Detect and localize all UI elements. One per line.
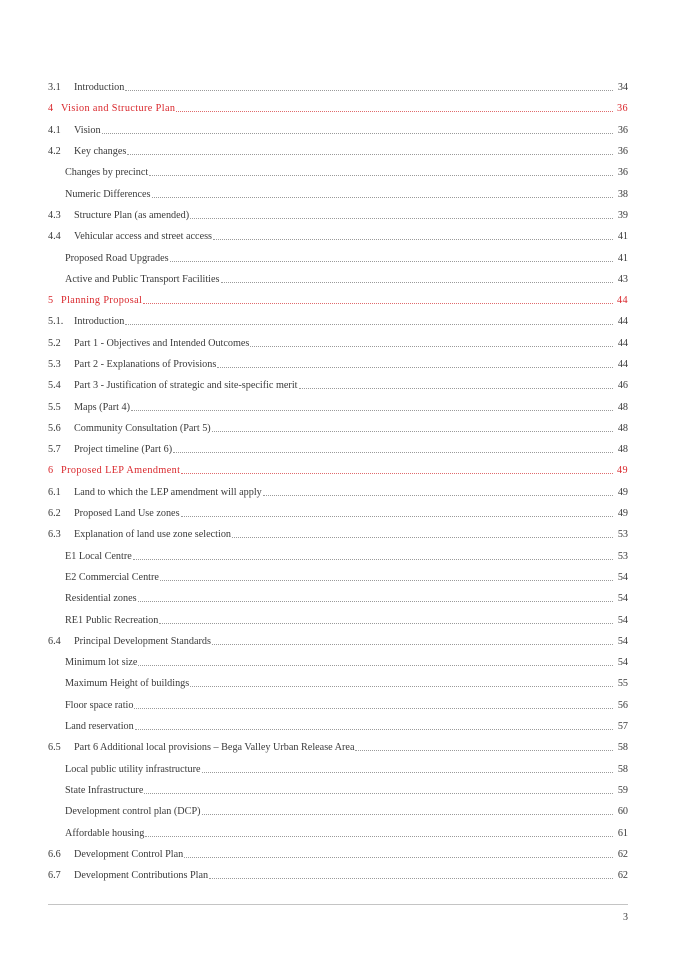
toc-entry[interactable] xyxy=(48,780,628,801)
toc-entry-number: 6.7 xyxy=(48,870,61,882)
toc-entry-page: 36 xyxy=(617,146,628,158)
toc-entry-title: RE1 Public Recreation xyxy=(65,614,159,626)
toc-entry-number: 3.1 xyxy=(48,82,61,94)
toc-entry-title: Principal Development Standards xyxy=(74,635,211,647)
dot-leader xyxy=(138,665,613,666)
dot-leader xyxy=(143,303,613,304)
toc-entry-page: 44 xyxy=(617,359,628,370)
dot-leader xyxy=(217,367,613,368)
toc-entry-title: Proposed LEP Amendment xyxy=(61,465,181,477)
toc-entry-title: Land to which the LEP amendment will apply xyxy=(74,486,262,498)
toc-entry-title: Project timeline (Part 6) xyxy=(74,444,173,456)
dot-leader xyxy=(125,90,613,91)
toc-entry-title: Key changes xyxy=(74,146,127,158)
dot-leader xyxy=(221,282,614,283)
toc-entry-title: Introduction xyxy=(74,82,125,94)
dot-leader xyxy=(138,601,613,602)
toc-entry-page: 54 xyxy=(617,635,628,647)
toc-entry[interactable] xyxy=(48,183,628,204)
dot-leader xyxy=(160,580,613,581)
toc-entry-title: Vision and Structure Plan xyxy=(61,103,176,115)
toc-entry[interactable] xyxy=(48,439,628,460)
toc-entry-page: 41 xyxy=(617,252,628,264)
toc-entry-title: Development control plan (DCP) xyxy=(65,806,201,818)
toc-entry[interactable] xyxy=(48,567,628,588)
footer-divider xyxy=(48,904,628,905)
dot-leader xyxy=(127,154,613,155)
dot-leader xyxy=(232,537,613,538)
toc-entry[interactable] xyxy=(48,631,628,652)
toc-entry-title: Vehicular access and street access xyxy=(74,231,213,243)
toc-entry[interactable] xyxy=(48,375,628,396)
toc-entry[interactable] xyxy=(48,737,628,758)
dot-leader xyxy=(250,346,613,347)
toc-entry-number: 4 xyxy=(48,103,54,115)
toc-entry[interactable] xyxy=(48,673,628,694)
toc-entry-title: Part 6 Additional local provisions – Bega Valley Urban Release Area xyxy=(74,742,355,754)
toc-entry-number: 6.6 xyxy=(48,848,61,860)
toc-entry[interactable] xyxy=(48,482,628,503)
dot-leader xyxy=(202,814,613,815)
toc-entry-number: 6.2 xyxy=(48,508,61,520)
toc-entry-page: 54 xyxy=(617,614,628,626)
toc-entry-page: 43 xyxy=(617,273,628,285)
toc-entry[interactable] xyxy=(48,120,628,141)
toc-entry[interactable] xyxy=(48,524,628,545)
toc-entry-page: 44 xyxy=(617,337,628,349)
toc-entry-title: Minimum lot size xyxy=(65,657,138,669)
dot-leader xyxy=(145,836,613,837)
dot-leader xyxy=(131,410,613,411)
toc-entry[interactable] xyxy=(48,396,628,417)
dot-leader xyxy=(213,239,613,240)
toc-entry-page: 36 xyxy=(617,124,628,136)
toc-entry-number: 5.1. xyxy=(48,316,64,328)
dot-leader xyxy=(190,218,613,219)
toc-entry-page: 49 xyxy=(617,508,628,520)
dot-leader xyxy=(202,772,613,773)
dot-leader xyxy=(159,623,613,624)
toc-entry-page: 46 xyxy=(617,380,628,392)
toc-entry-page: 62 xyxy=(617,870,628,882)
toc-entry-page: 41 xyxy=(617,231,628,243)
toc-entry-number: 6.5 xyxy=(48,742,61,754)
toc-entry[interactable] xyxy=(48,247,628,268)
toc-entry-title: Part 2 - Explanations of Provisions xyxy=(74,359,217,370)
toc-entry-title: Proposed Road Upgrades xyxy=(65,252,169,264)
toc-heading[interactable] xyxy=(48,290,628,311)
toc-entry-title: Maximum Height of buildings xyxy=(65,678,190,690)
dot-leader xyxy=(102,133,613,134)
dot-leader xyxy=(209,878,613,879)
toc-entry-title: Active and Public Transport Facilities xyxy=(65,273,220,285)
toc-entry[interactable] xyxy=(48,418,628,439)
toc-entry[interactable] xyxy=(48,141,628,162)
toc-entry[interactable] xyxy=(48,77,628,98)
page-number: 3 xyxy=(623,912,628,923)
toc-entry-page: 61 xyxy=(617,827,628,839)
toc-entry-page: 49 xyxy=(617,465,628,477)
toc-entry-number: 4.3 xyxy=(48,209,61,221)
dot-leader xyxy=(173,452,613,453)
dot-leader xyxy=(190,686,613,687)
toc-entry-title: Introduction xyxy=(74,316,125,328)
toc-entry-title: Numeric Differences xyxy=(65,188,151,200)
toc-entry-page: 54 xyxy=(617,571,628,583)
toc-entry-number: 4.1 xyxy=(48,124,61,136)
table-of-contents xyxy=(48,77,628,886)
toc-entry-title: State Infrastructure xyxy=(65,784,144,796)
toc-entry[interactable] xyxy=(48,333,628,354)
toc-entry-page: 48 xyxy=(617,401,628,413)
toc-entry-page: 34 xyxy=(617,82,628,94)
dot-leader xyxy=(134,708,613,709)
toc-entry-page: 44 xyxy=(617,316,628,328)
toc-entry[interactable] xyxy=(48,162,628,183)
toc-entry-page: 36 xyxy=(617,167,628,179)
dot-leader xyxy=(355,750,613,751)
toc-entry-page: 54 xyxy=(617,657,628,669)
toc-entry-title: Local public utility infrastructure xyxy=(65,763,201,775)
toc-entry-number: 5.5 xyxy=(48,401,61,413)
dot-leader xyxy=(212,431,613,432)
dot-leader xyxy=(149,175,613,176)
toc-entry[interactable] xyxy=(48,205,628,226)
toc-entry[interactable] xyxy=(48,269,628,290)
toc-entry-number: 5.6 xyxy=(48,422,61,434)
dot-leader xyxy=(152,197,613,198)
toc-entry-page: 56 xyxy=(617,699,628,711)
toc-entry-title: E2 Commercial Centre xyxy=(65,571,159,583)
toc-entry[interactable] xyxy=(48,503,628,524)
toc-entry-title: Development Contributions Plan xyxy=(74,870,209,882)
toc-entry-title: Residential zones xyxy=(65,593,137,605)
dot-leader xyxy=(133,559,613,560)
toc-entry-page: 54 xyxy=(617,593,628,605)
toc-entry-number: 5 xyxy=(48,295,54,307)
toc-entry-title: Community Consultation (Part 5) xyxy=(74,422,211,434)
toc-entry[interactable] xyxy=(48,822,628,843)
dot-leader xyxy=(181,473,613,474)
toc-entry-page: 36 xyxy=(617,103,628,115)
toc-entry-title: Vision xyxy=(74,124,101,136)
toc-entry-title: Planning Proposal xyxy=(61,295,143,307)
toc-entry-number: 5.2 xyxy=(48,337,61,349)
toc-entry[interactable] xyxy=(48,759,628,780)
toc-entry-page: 58 xyxy=(617,742,628,754)
toc-entry-page: 59 xyxy=(617,784,628,796)
toc-heading[interactable] xyxy=(48,460,628,481)
toc-entry-number: 5.3 xyxy=(48,359,61,370)
toc-entry[interactable] xyxy=(48,801,628,822)
toc-entry-page: 60 xyxy=(617,806,628,818)
toc-entry-page: 48 xyxy=(617,444,628,456)
toc-entry-number: 4.2 xyxy=(48,146,61,158)
toc-entry-title: Structure Plan (as amended) xyxy=(74,209,190,221)
toc-entry-title: Floor space ratio xyxy=(65,699,134,711)
toc-entry-title: Part 1 - Objectives and Intended Outcomes xyxy=(74,337,250,349)
dot-leader xyxy=(263,495,613,496)
toc-entry-page: 49 xyxy=(617,486,628,498)
toc-entry-page: 39 xyxy=(617,209,628,221)
dot-leader xyxy=(135,729,613,730)
toc-entry-page: 58 xyxy=(617,763,628,775)
toc-entry[interactable] xyxy=(48,354,628,375)
toc-entry[interactable] xyxy=(48,865,628,886)
dot-leader xyxy=(125,324,613,325)
toc-entry-title: Part 3 - Justification of strategic and site-specific merit xyxy=(74,380,298,392)
toc-entry[interactable] xyxy=(48,844,628,865)
toc-entry-number: 5.7 xyxy=(48,444,61,456)
toc-entry-title: Land reservation xyxy=(65,721,134,733)
toc-entry[interactable] xyxy=(48,609,628,630)
toc-entry[interactable] xyxy=(48,652,628,673)
toc-entry-page: 55 xyxy=(617,678,628,690)
toc-entry-number: 6.3 xyxy=(48,529,61,541)
dot-leader xyxy=(299,388,614,389)
toc-heading[interactable] xyxy=(48,98,628,119)
toc-entry-page: 62 xyxy=(617,848,628,860)
toc-entry-page: 48 xyxy=(617,422,628,434)
dot-leader xyxy=(181,516,613,517)
toc-entry[interactable] xyxy=(48,716,628,737)
toc-entry-title: E1 Local Centre xyxy=(65,550,132,562)
toc-entry-title: Affordable housing xyxy=(65,827,145,839)
toc-entry-title: Maps (Part 4) xyxy=(74,401,131,413)
toc-entry-title: Development Control Plan xyxy=(74,848,184,860)
toc-entry-title: Changes by precinct xyxy=(65,167,149,179)
toc-entry-title: Explanation of land use zone selection xyxy=(74,529,232,541)
toc-entry[interactable] xyxy=(48,546,628,567)
toc-entry[interactable] xyxy=(48,226,628,247)
toc-entry-page: 57 xyxy=(617,721,628,733)
toc-entry-page: 53 xyxy=(617,529,628,541)
toc-entry-page: 44 xyxy=(617,295,628,307)
toc-entry[interactable] xyxy=(48,588,628,609)
toc-entry-number: 6.1 xyxy=(48,486,61,498)
toc-entry-number: 6.4 xyxy=(48,635,61,647)
toc-entry[interactable] xyxy=(48,695,628,716)
dot-leader xyxy=(144,793,613,794)
dot-leader xyxy=(212,644,613,645)
toc-entry-number: 4.4 xyxy=(48,231,61,243)
toc-entry-number: 6 xyxy=(48,465,54,477)
toc-entry[interactable] xyxy=(48,311,628,332)
toc-entry-number: 5.4 xyxy=(48,380,61,392)
toc-entry-title: Proposed Land Use zones xyxy=(74,508,180,520)
dot-leader xyxy=(184,857,613,858)
toc-entry-page: 53 xyxy=(617,550,628,562)
toc-entry-page: 38 xyxy=(617,188,628,200)
dot-leader xyxy=(176,111,613,112)
dot-leader xyxy=(170,261,613,262)
